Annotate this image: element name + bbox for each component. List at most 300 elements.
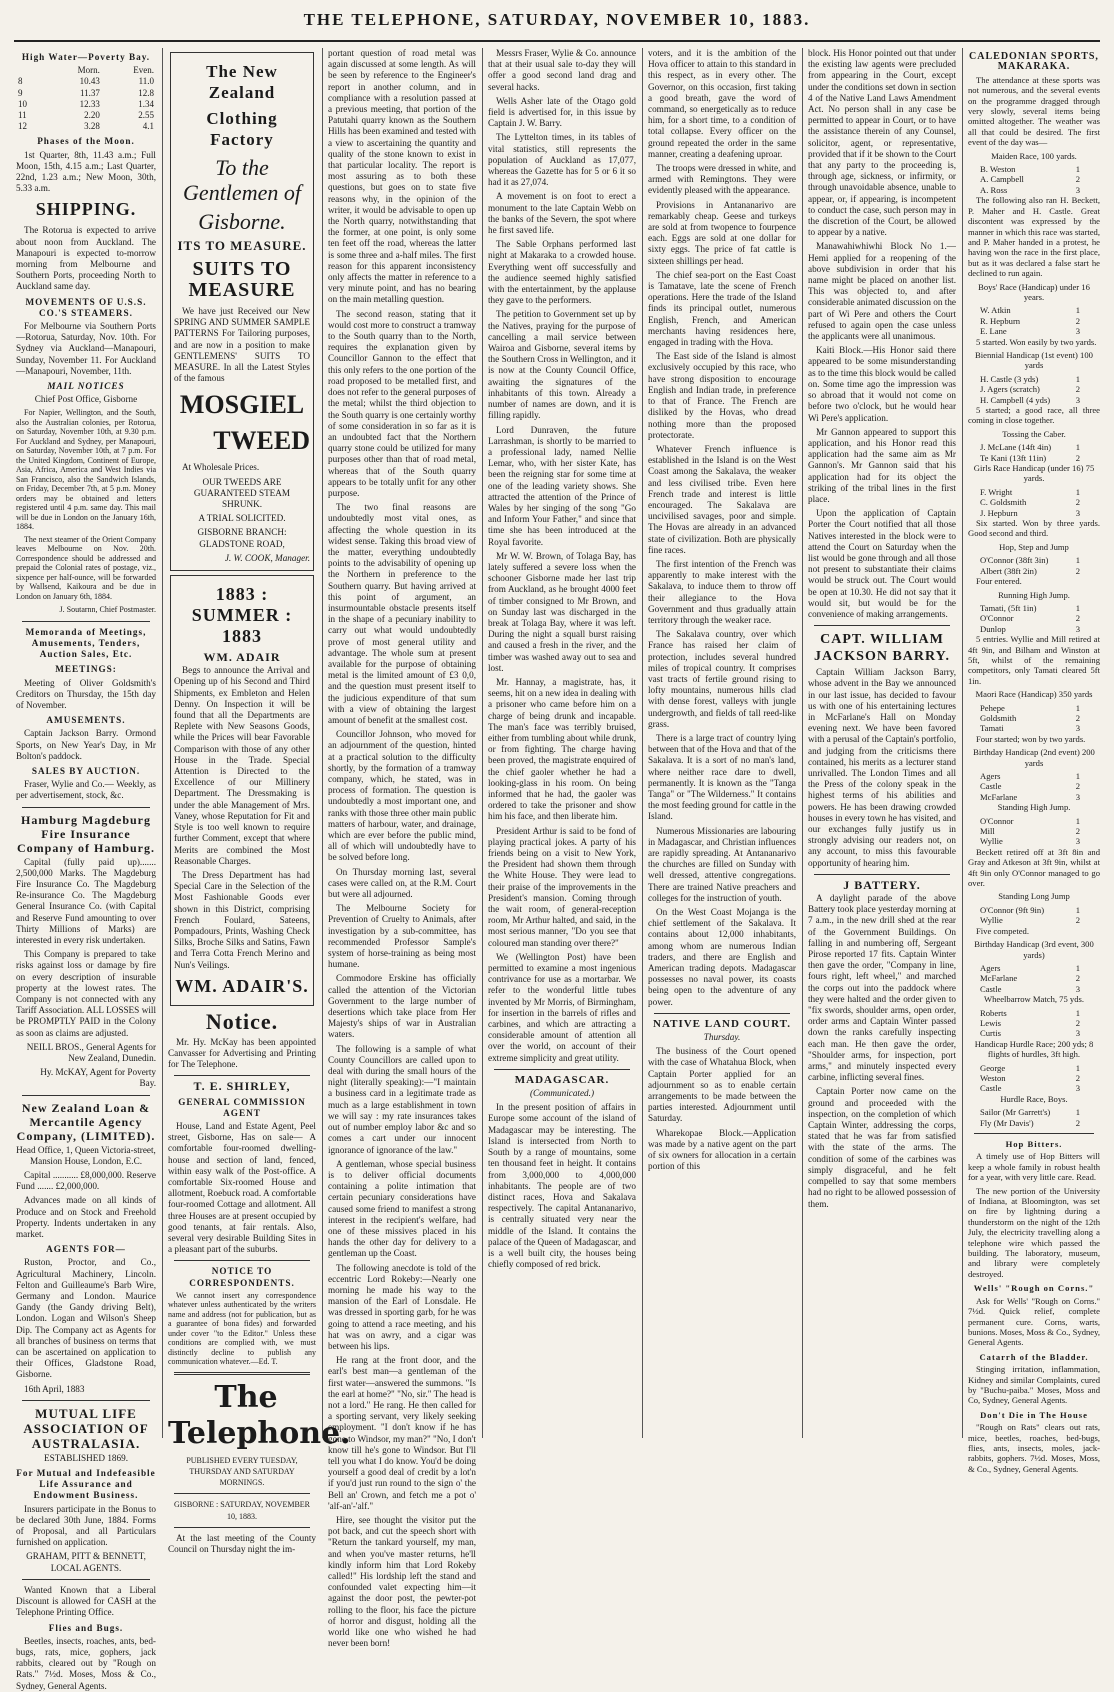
movements-text: For Melbourne via Southern Ports—Rotorua, Saturday, Nov. 10th. For Sydney via Auckland—Manapouri, Sunday, November 11. For Auckland—Manapouri, November, 11th. (16, 321, 156, 376)
runner-place: 1 (1075, 164, 1080, 175)
race-placing (980, 723, 1100, 733)
hamburg-sign-1: NEILL BROS., General Agents for New Zealand, Dunedin. (26, 1041, 156, 1063)
university-text: The new portion of the University of Indiana, at Bloomington, was set on fire by lightning during a thunderstorm on the night of the 12th July, the electricity travelling along a telephone wire which passed the building. The laboratory, museum, and library were completely destroyed. (968, 1185, 1100, 1279)
nzloan-text: Advances made on all kinds of Produce and on Stock and Freehold Property. Indents undertaken in any market. (16, 1195, 156, 1240)
column-rule (962, 48, 963, 1438)
runner-place: 3 (1075, 1028, 1080, 1039)
runner-name: Castle (980, 983, 1002, 994)
runner-place: 2 (1075, 1117, 1080, 1128)
notice-text: Mr. Hy. McKay has been appointed Canvasser for Advertising and Printing for The Telephone. (168, 1036, 316, 1070)
race-title: Girls Race Handicap (under 16) 75 yards. (973, 463, 1095, 484)
runner-place: 3 (1075, 184, 1080, 195)
race-placings (980, 164, 1100, 195)
runner-name: Tamati, (5ft 1in) (980, 602, 1037, 613)
race-placing (980, 508, 1100, 518)
runner-place: 2 (1075, 826, 1080, 837)
article-paragraph: Whatever French influence is established in the Island is on the West Coast among the Sakalava, the weaker and less civilised tribe. Even here French trade and interest is little encouraged. The Sakalava are uncivilised savages, poor and simple. The Hovas are already in an advanced state of civilization. Both are physically fine races. (648, 443, 796, 555)
runner-name: E. Lane (980, 326, 1007, 337)
runner-place: 2 (1075, 384, 1080, 395)
runner-name: Tamati (980, 723, 1004, 734)
race-placing (980, 487, 1100, 497)
race-placing (980, 613, 1100, 623)
race-placing (980, 703, 1100, 713)
race-placing (980, 963, 1100, 973)
race-placings (980, 703, 1100, 734)
race-placing (980, 984, 1100, 994)
runner-name: O'Connor (980, 613, 1014, 624)
runner-name: J. McLane (14ft 4in) (980, 442, 1052, 453)
race-note: 5 entries. Wyllie and Mill retired at 4ft 9in, and Bilham and Winston at 5ft, whilst of the remaining competitors, only Tamati cleared 5ft 1in. (968, 634, 1100, 686)
land-court-title: NATIVE LAND COURT. (653, 1017, 791, 1030)
article-paragraph: The Sable Orphans performed last night at Makaraka to a crowded house. Everything went off successfully and the audience seemed highly satisfied with the entertainment, by the applause they gave to the performers. (488, 239, 636, 306)
land-court-text: The business of the Court opened with the case of Whatahua Block, when Captain Porter applied for an adjournment so as to enable certain arrangements to be made between the parties interested. Adjournment until Saturday. (648, 1046, 796, 1124)
race-placing (980, 973, 1100, 983)
madagascar-text: In the present position of affairs in Europe some account of the island of Madagascar may be interesting. The Island is intersected from North to South by a range of mountains, some ten thousand feet in height. It contains from 3,000,000 to 4,000,000 inhabitants. The people are of two distinct races, Hova and Sakalava respectively. The capital Antananarivo, is centrally situated very near the middle of the Island. It contains the palace of the Queen of Madagascar, and is a well built city, the houses being chiefly composed of red brick. (488, 1102, 636, 1270)
article-paragraph: Upon the application of Captain Porter the Court notified that all those Natives interested in the block were to attend the Court on Saturday when the list would be gone through and all those not present to substantiate their claims would be struck out. The Court would be open at 10.30. He did not say that it would sit, but would be for the convenience of making arrangements. (808, 508, 956, 619)
runner-place: 2 (1075, 973, 1080, 984)
tide-morn: 2.20 (84, 110, 100, 121)
tide-day: 8 (18, 76, 23, 87)
race-placing (980, 305, 1100, 315)
race-note: Four started; won by two yards. (976, 733, 1086, 744)
race-placings (980, 487, 1100, 518)
runner-place: 3 (1075, 326, 1080, 337)
barry-title: CAPT. WILLIAM JACKSON BARRY. (814, 632, 950, 665)
wholesale: At Wholesale Prices. (182, 462, 260, 473)
divider (814, 874, 950, 875)
divider (654, 1013, 790, 1014)
race-placing (980, 1107, 1100, 1117)
script-line-2: Gisborne. (198, 209, 286, 234)
adairs: WM. ADAIR'S. (175, 975, 309, 996)
article-paragraph: Kaiti Block.—His Honor said there appeared to be some misunderstanding as to the time this block would be called on. Some time ago the impression was so abroad that it would not come on before two o'clock, but he would hear Wi Pere's application. (808, 345, 956, 423)
column-rule (482, 48, 483, 1438)
hop-title: Hop Bitters. (1005, 1139, 1063, 1149)
runner-place: 1 (1075, 486, 1080, 497)
race-placing (980, 603, 1100, 613)
article-paragraph: The Lyttelton times, in its tables of vital statistics, still represents the population of Auckland as 17,077, whereas the Gazette has for 5 or 6 it so had it as 27,074. (488, 132, 636, 188)
clothing-text: We have just Received our New SPRING AND SUMMER SAMPLE PATTERNS For Tailoring purposes, and are now in a position to make GENTLEMENS' SUITS TO MEASURE. In all the Latest Styles of the famous (174, 306, 310, 384)
article-paragraph: The following is a sample of what County Councillors are called upon to deal with during the small hours of the night (literally speaking):—"I maintain a business card in a legitimate trade as much as a large establishment in town we will say : my rate insurances takes out of number employ labor &c and so comes a cart under our innocent ignorance of ignorance of the law." (328, 1043, 476, 1155)
adair-title: WM. ADAIR (203, 650, 281, 665)
tide-row (16, 121, 156, 132)
runner-name: Agers (980, 962, 1001, 973)
runner-place: 2 (1075, 613, 1080, 624)
race-note: 5 started; a good race, all three coming in close together. (968, 405, 1100, 426)
runner-name: Castle (980, 781, 1002, 792)
runner-place: 1 (1075, 1062, 1080, 1073)
tide-title: High Water—Poverty Bay. (21, 52, 151, 62)
hamburg-title: Hamburg Magdeburg Fire Insurance Company of Hamburg. (16, 812, 155, 855)
agents-text: Ruston, Proctor, and Co., Agricultural Machinery, Lincoln. Felton and Guilleaume's Barb Wire, Germany and London. Maurice Gandy (the Gandy driving Belt), London. Logan and Wilson's Sheep Dip. The Company act as Agents for all branches of business on terms that can be ascertained on application to their Offices, Gladstone Road, Gisborne. (16, 1257, 156, 1380)
race-title: Standing High Jump. (997, 802, 1071, 813)
article-paragraph: Hire, see thought the visitor put the pot back, and cut the speech short with "Return the tankard yourself, my man, and when you've master returns, he'll kindly inform him that Lord Rokeby called!" His lordship left the stand and confounded valet expecting him—it against the door post, the pewter-pot rolling to the floor, his face the picture of horror and disgust, holding all the world like one who wished he had never been born! (328, 1515, 476, 1649)
article-paragraph: Commodore Erskine has officially called the attention of the Victorian Government to the large number of desertions which take place from Her Majesty's ships of war in Australian waters. (328, 973, 476, 1040)
its-to-measure: ITS TO MEASURE. (177, 238, 307, 253)
column-rule (802, 48, 803, 1438)
column-rule (642, 48, 643, 1438)
masthead: THE TELEPHONE, SATURDAY, NOVEMBER 10, 1883. (303, 10, 811, 29)
divider (22, 1095, 150, 1096)
column-rule (322, 48, 323, 1438)
divider (174, 1372, 310, 1375)
hamburg-sign-2: Hy. McKAY, Agent for Poverty Bay. (40, 1067, 156, 1089)
runner-name: O'Connor (980, 815, 1014, 826)
runner-name: Te Kani (13ft 11in) (980, 452, 1047, 463)
article-paragraph: Numerous Missionaries are labouring in Madagascar, and Christian influences are rapidly spreading. At Antananarivo the churches are filled on Sunday with well dressed, attentive congregations. There are trained Native preachers and colleges for the instruction of youth. (648, 825, 796, 903)
runner-place: 1 (1075, 904, 1080, 915)
race-placing (980, 1118, 1100, 1128)
runner-place: 3 (1075, 836, 1080, 847)
race-placing (980, 453, 1100, 463)
manager: J. W. COOK, Manager. (224, 552, 310, 563)
race-placings (980, 905, 1100, 926)
article-paragraph: A movement is on foot to erect a monument to the late Captain Webb on the banks of the Severn, the spot where he first saved life. (488, 191, 636, 236)
mutual-sub: For Mutual and Indefeasible Life Assurance and Endowment Business. (16, 1468, 156, 1501)
article-paragraph: Wells Asher late of the Otago gold field is advertised for, in this issue by Captain J. W. Barry. (488, 95, 636, 129)
tide-row (16, 88, 156, 99)
runner-name: McFarlane (980, 791, 1018, 802)
column-rule (162, 48, 163, 1438)
runner-place: 3 (1075, 623, 1080, 634)
runner-name: O'Connor (9ft 9in) (980, 904, 1045, 915)
race-placing (980, 566, 1100, 576)
race-note: Four entered. (976, 576, 1022, 587)
tide-row (16, 99, 156, 110)
race-placing (980, 771, 1100, 781)
correspondents-text: We cannot insert any correspondence whatever unless authenticated by the writers name and address (not for publication, but as a guarantee of bona fides) and forwarded under cover "to the Editor." Unless these conditions are complied with, we must distinctly decline to publish any communication whatever.—Ed. T. (168, 1290, 316, 1367)
house-text: "Rough on Rats" clears out rats, mice, beetles, roaches, bed-bugs, flies, ants, insects, moles, jack-rabbits, gophers. 7½d. Moses, Moss, & Co., Sydney, General Agents. (968, 1422, 1100, 1474)
article-paragraph: Mr W. W. Brown, of Tolaga Bay, has lately suffered a severe loss when the schooner Gisborne made her last trip from Auckland, as he brought 4000 feet of timber consigned to Mr Brown, and on Sunday last was discharged in the break at Tolaga Bay, where it was left. During the night a squall burst raising and caused a fresh in the river, and the timber was washed away out to sea and lost. (488, 550, 636, 673)
runner-name: Castle (980, 1083, 1002, 1094)
bladder-title: Catarrh of the Bladder. (979, 1351, 1089, 1362)
tide-morn: 10.43 (79, 76, 100, 87)
clothing-title-1: The New Zealand (206, 62, 278, 102)
divider (174, 1493, 310, 1494)
nzloan-office: Head Office, 1, Queen Victoria-street, Mansion House, London, E.C. (16, 1144, 156, 1166)
divider (974, 1133, 1094, 1134)
runner-name: F. Wright (980, 486, 1013, 497)
article-paragraph: The two final reasons are undoubtedly most vital ones, as affecting the whole question in its widest sense. Taking this broad view of the matter, everything undoubtedly points to the advisability of opening up the Northern in preference to the Southern quarry. But having arrived at this point of argument, an insurmountable obstacle presents itself in the shape of a pecuniary inability to carry out what would undoubtedly prove of most general utility and advantage. The whole sum at present available for the purpose of obtaining metal is the limited amount of £3 0,0, and the question must present itself to the judicious expenditure of that sum with a view of obtaining the largest amount of benefit at the smallest cost. (328, 502, 476, 725)
race-note: 5 started. Won easily by two yards. (976, 336, 1097, 347)
race-placing (980, 1083, 1100, 1093)
article-paragraph: We (Wellington Post) have been permitted to examine a most ingenious contrivance for use as a mortarbar. We refer to the wonderful little tubes invented by Mr Morris, of Birmingham, for insertion in the barrels of rifles and carbines, and which are attracting a considerable amount of attention all over the world, on account of their extreme simplicity and great utility. (488, 951, 636, 1063)
race-placing (980, 792, 1100, 802)
battery-text-2: Captain Porter now came on the ground and proceeded with the inspection, on the completion of which Captain Winter, addressing the corps, stated that he was far from satisfied with the state of the arms. The condition of some of the carbines was simply disgraceful, and he felt compelled to say that some members had no right to be allowed possession of them. (808, 1086, 956, 1209)
runner-name: R. Hepburn (980, 315, 1021, 326)
house-title: Don't Die in The House (980, 1409, 1088, 1420)
race-placings (980, 816, 1100, 847)
race-placing (980, 497, 1100, 507)
notice-title: Notice. (205, 1008, 279, 1034)
race-title: Tossing the Caber. (1002, 428, 1066, 439)
article-paragraph: voters, and it is the ambition of the Hova officer to attain to this standard in this respect, as in every other. The Governor, on this occasion, first taking a good breath, gave the word of command, so energetically as to reduce him, for a short time, to a condition of total collapse. Every officer on the ground repeated the order in the same manner, creating a deafening uproar. (648, 48, 796, 159)
race-placings (980, 442, 1100, 463)
tide-table (16, 65, 156, 132)
divider (814, 625, 950, 626)
mutual-title: MUTUAL LIFE ASSOCIATION OF AUSTRALASIA. (23, 1405, 149, 1451)
article-paragraph: Lord Dunraven, the future Larrashman, is shortly to be married to a professional lady, named Nellie Lemar, who, with her sister Kate, has been the reigning star for some time at one of the leading variety shows. She attracted the attention of the Prince of Wales by her singing of the song "Go and Inform Your Father," and since that time she has been introduced at the Royal favorite. (488, 424, 636, 547)
correspondents-title: NOTICE TO CORRESPONDENTS. (189, 1266, 295, 1288)
tide-header: Morn. (77, 65, 100, 76)
tide-row (16, 110, 156, 121)
hop-text: A timely use of Hop Bitters will keep a whole family in robust health for a year, with very little care. Read. (968, 1151, 1100, 1183)
clothing-factory-ad (170, 52, 314, 571)
bladder-text: Stinging irritation, inflammation, Kidney and similar Complaints, cured by "Buchu-paiba." Moses, Moss and Co, Sydney, General Agents. (968, 1364, 1100, 1406)
column-7 (968, 48, 1100, 1474)
flies-title: Flies and Bugs. (48, 1622, 124, 1633)
race-placing (980, 1063, 1100, 1073)
runner-name: J. Hepburn (980, 507, 1018, 518)
madagascar-sub: (Communicated.) (529, 1088, 595, 1099)
article-paragraph: The East side of the Island is almost exclusively occupied by this race, who have strong disposition to encourage English and Indian trade, in preference to that of France. The French are disliked by the Hovas, who dread nothing more than the proposed protectorate. (648, 351, 796, 440)
race-title: Hop, Step and Jump (999, 541, 1069, 552)
article-paragraph: The first intention of the French was apparently to make interest with the Sakalava, to induce them to throw off their allegiance to the Hova Government and thus gradually attain territory through the weaker race. (648, 558, 796, 625)
race-placing (980, 442, 1100, 452)
barry-text: Captain William Jackson Barry, whose advent in the Bay we announced in our last issue, has decided to favour us with one of his entertaining lectures in McFarlane's Hall on Monday evening next. We have been favored with a perusal of the Captain's portfolio, and judging from the criticisms there contained, his merits as a lecturer stand unrivalled. The London Times and all the Press of the colony speak in the highest terms of his abilities and powers. He has been drawing crowded houses in every town he has visited, and our exchanges fully justify us in strongly advising our readers not, on any account, to miss this favourable opportunity of hearing him. (808, 667, 956, 868)
shirley-name: T. E. SHIRLEY, (193, 1079, 291, 1094)
runner-name: Wyllie (980, 836, 1003, 847)
runner-name: Curtis (980, 1028, 1002, 1039)
race-title: Boys' Race (Handicap) under 16 years. (978, 281, 1090, 302)
divider (22, 1400, 150, 1401)
tide-day: 9 (18, 87, 23, 98)
race-placing (980, 781, 1100, 791)
race-title: Handicap Hurdle Race; 200 yds; 8 flights of hurdles, 3ft high. (974, 1038, 1094, 1060)
script-line-1: To the Gentlemen of (183, 155, 301, 205)
telephone-date: GISBORNE : SATURDAY, NOVEMBER 10, 1883. (173, 1500, 311, 1521)
article-paragraph: The chief sea-port on the East Coast is Tamatave, late the scene of French operations. Here the trade of the Island finds its principal outlet, numerous English, French, and American merchants having residences here, engaged in trading with the Hova. (648, 269, 796, 348)
moon-title: Phases of the Moon. (37, 136, 135, 147)
article-paragraph: A gentleman, whose special business is to deliver official documents containing a polite intimation that certain pecuniary considerations have caused some friend to manifest a strong interest in the recipient's welfare, had one of these missives placed in his hands the other day for delivery to a gentleman up the Coast. (328, 1158, 476, 1259)
article-paragraph: Manawahiwhiwhi Block No 1.—Hemi applied for a reopening of the above subdivision in order that his name might be placed on another list. This was objected to, and after considerable animated discussion on the part of Wi Pere and others the Court refused to again open the case unless the applicants were all unanimous. (808, 241, 956, 342)
article-paragraph: On Thursday morning last, several cases were called on, at the R.M. Court but were all adjourned. (328, 866, 476, 900)
runner-place: 2 (1075, 452, 1080, 463)
article-paragraph: Mr. Hannay, a magistrate, has, it seems, hit on a new idea in dealing with a prisoner who came before him on a charge of being drunk and incapable. The man's face was terribly bruised, either from tumbling about while drunk, or from fighting. The charge having been proved, the magistrate enquired of the chief gaoler whether he had a looking-glass in his room. On being informed that he had, the gaoler was ordered to take the prisoner and show him his face, and then liberate him. (488, 676, 636, 822)
runner-name: H. Campbell (4 yds) (980, 394, 1051, 405)
tide-morn: 12.33 (79, 98, 100, 109)
runner-name: C. Goldsmith (980, 497, 1027, 508)
moon-text: 1st Quarter, 8th, 11.43 a.m.; Full Moon, 15th, 4.15 a.m.; Last Quarter, 22nd, 1.23 a.m.; New Moon, 30th, 5.33 a.m. (16, 149, 156, 194)
hamburg-text: Capital (fully paid up)....... 2,500,000 Marks. The Magdeburg Fire Insurance Co. The Magdeburg Re-insurance Co. The Magdeburg General Insurance Co. (with Capital and Reserve Fund amounting to over Thirty Millions of Marks) are interested in every risk undertaken. (16, 856, 156, 945)
runner-name: Weston (980, 1072, 1006, 1083)
article-paragraph: The following anecdote is told of the eccentric Lord Rokeby:—Nearly one morning he made his way to the mansion of the Earl of Lonsdale. He was dressed in sporting garb, for he was going to attend a race meeting, and his hat was on awry, and a cigar was between his lips. (328, 1262, 476, 1351)
madagascar-title: MADAGASCAR. (514, 1073, 610, 1086)
race-placings (980, 1008, 1100, 1039)
mutual-est: ESTABLISHED 1869. (44, 1452, 128, 1463)
runner-place: 2 (1075, 497, 1080, 508)
runner-place: 3 (1075, 983, 1080, 994)
runner-place: 1 (1075, 1107, 1080, 1118)
article-paragraph: Mr Gannon appeared to support this application, and his Honor read this application had the same aim as Mr Gannon's. Mr Gannon said that his application had for its object the striking of the tribal lines in the first place. (808, 426, 956, 504)
telephone-sub: PUBLISHED EVERY TUESDAY, THURSDAY AND SATURDAY MORNINGS. (186, 1455, 298, 1488)
article-paragraph: The troops were dressed in white, and armed with Remingtons. They were evidently pleased with the appearance. (648, 163, 796, 196)
race-title: Running High Jump. (998, 589, 1070, 600)
tide-day: 10 (18, 98, 27, 109)
runner-place: 1 (1075, 815, 1080, 826)
runner-place: 2 (1075, 565, 1080, 576)
runner-place: 1 (1075, 962, 1080, 973)
meetings-title: MEETINGS: (55, 664, 117, 675)
mail-title: MAIL NOTICES (47, 381, 125, 392)
runner-name: Agers (980, 771, 1001, 781)
tide-even: 4.1 (142, 121, 154, 132)
runner-name: H. Castle (3 yds) (980, 373, 1039, 384)
tide-morn: 3.28 (84, 121, 100, 132)
mosgiel: MOSGIEL (179, 390, 305, 420)
race-placing (980, 826, 1100, 836)
race-placing (980, 1073, 1100, 1083)
sales-title: SALES BY AUCTION. (31, 765, 141, 776)
tide-header: Even. (133, 65, 154, 76)
race-placings (980, 771, 1100, 802)
article-paragraph: President Arthur is said to be fond of playing practical jokes. A party of his friends being on a visit to New York, the President had shown them through the White House. They were lead to their praise of the improvements in the President's mansion. Coming through the wait room, of general-reception room, Mr Arthur halted, and said, in the most serious manner, "Do you see that coloured man standing over there?" (488, 825, 636, 948)
race-placing (980, 915, 1100, 925)
guarantee: OUR TWEEDS ARE GUARANTEED STEAM SHRUNK. (193, 476, 291, 510)
runner-place: 1 (1075, 771, 1080, 781)
battery-title: J BATTERY. (843, 877, 921, 892)
race-placing (980, 713, 1100, 723)
article-paragraph: block. His Honor pointed out that under the existing law agents were precluded from appearing in the Court, except under the conditions set down in section 4 of the Native Land Laws Amendment Act. No person shall in any case be permitted to appear in Court, or to have the assistance therein of any Counsel, solicitor, agent, or representative, provided that if it be shown to the Court that any party to the proceeding is, through age, sickness, or infirmity, or through unavoidable absence, unable to appear, or, if appearing, is incompetent to conduct the case, such person may in the discretion of the Court, be allowed to appear by a native. (808, 48, 956, 238)
race-placing (980, 384, 1100, 394)
race-placings (980, 1063, 1100, 1094)
race-placing (980, 905, 1100, 915)
runner-place: 3 (1075, 507, 1080, 518)
flies-text: Beetles, insects, roaches, ants, bed-bugs, rats, mice, gophers, jack rabbits, cleared out by "Rough on Rats." 7½d. Moses, Moss & Co., Sydney, General Agents. (16, 1635, 156, 1691)
mutual-text: Insurers participate in the Bonus to be declared 30th June, 1884. Forms of Proposal, and all Particulars furnished on application. (16, 1503, 156, 1548)
race-title: Wheelbarrow Match, 75 yds. (984, 994, 1084, 1005)
runner-name: Albert (38ft 2in) (980, 565, 1037, 576)
column-4 (488, 48, 636, 1438)
agents-title: AGENTS FOR— (46, 1244, 126, 1255)
sports-intro: The attendance at these sports was not numerous, and the several events on the programme dragged through very slowly, several items being omitted altogether. The weather was all that could be desired. The first event of the day was— (968, 74, 1100, 148)
branch: GISBORNE BRANCH: GLADSTONE ROAD, (197, 527, 287, 549)
runner-place: 1 (1075, 555, 1080, 566)
adair-ad (170, 575, 314, 1006)
race-placings (980, 963, 1100, 994)
mail-text-2: The next steamer of the Orient Company leaves Melbourne on Nov. 20th. Correspondence should be addressed and prepaid the Colonial rates of postage, viz., sixpence per half-ounce, will be forwarded by Wallsend, Kaikoura and be due in London on January 6th, 1884. (16, 534, 156, 601)
runner-name: McFarlane (980, 973, 1018, 984)
graham: GRAHAM, PITT & BENNETT, LOCAL AGENTS. (26, 1551, 146, 1573)
race-note: Five competed. (976, 925, 1029, 936)
runner-place: 1 (1075, 1007, 1080, 1018)
runner-place: 1 (1075, 373, 1080, 384)
tide-even: 11.0 (138, 76, 154, 87)
runner-name: Roberts (980, 1007, 1007, 1018)
article-paragraph: Provisions in Antananarivo are remarkably cheap. Geese and turkeys are sold at from twopence to fourpence each. Eggs are sold at one dollar for sixty eggs. The price of fat cattle is sixteen shillings per head. (648, 199, 796, 266)
race-placings (980, 1107, 1100, 1128)
nzloan-title: New Zealand Loan & Mercantile Agency Company, (LIMITED). (16, 1100, 156, 1143)
runner-place: 2 (1075, 712, 1080, 723)
telephone-title: The Telephone. (168, 1379, 351, 1451)
runner-name: Sailor (Mr Garrett's) (980, 1107, 1051, 1118)
column-3 (328, 48, 476, 1649)
adair-text: Begs to announce the Arrival and Opening up of his Second and Third Shipments, ex Embleton and Helen Denny. On Inspection it will be found that all the Departments are Replete with New Seasons Goods, while the Prices will bear Favorable Comparison with those of any other House in the Trade. Special Attention is Directed to the Excellence of our Millinery Department. The Dressmaking is under the able Management of Mrs. Vaney, whose Reputation for Fit and Style is too well known to require further Comment, except that where Merits are combined the Most Reasonable Charges. (174, 665, 310, 866)
summer-banner: 1883 : SUMMER : 1883 (191, 584, 293, 647)
race-title: Maori Race (Handicap) 350 yards (975, 689, 1093, 700)
runner-name: B. Weston (980, 164, 1016, 175)
agents-date: 16th April, 1883 (24, 1383, 85, 1394)
runner-name: W. Atkin (980, 305, 1011, 316)
column-5 (648, 48, 796, 1438)
race-title: Birthday Handicap (2nd event) 200 yards (973, 747, 1095, 768)
column-6 (808, 48, 956, 1438)
runner-place: 2 (1075, 315, 1080, 326)
memo-title: Memoranda of Meetings, Amusements, Tenders, Auction Sales, Etc. (25, 626, 147, 660)
battery-text: A daylight parade of the above Battery took place yesterday morning at 7 a.m., in the new drill shed at the rear of the Government Buildings. On falling in and numbering off, Sergeant Pirose reported 17 fits. Captain Winter then gave the order, "Company in line, fours right, left wheel," and marched the corps out into the paddock where they were halted and the order given to "fix swords, shoulder arms, open order, order arms and Captain Winter passed down the ranks carefully inspecting each man. He then gave the order, "Shoulder arms, for inspection, port arms," and minutely inspected every carbine, inflicting several fines. (808, 893, 956, 1083)
article-paragraph: The second reason, stating that it would cost more to construct a tramway to the South quarry than to the North, requires the explanation given by Councillor Gannon to the effect that this only refers to the one portion of the road proposed to be metalled first, and does not refer to the general purposes of the metal; whilst the third objection to the South quarry is one certainly worthy of some consideration in so far as it is an undoubted fact that the Northern quarry stone could be utilized for many purposes other than that of road metal, whereas that of the South quarry appears to be totally unfit for any other purpose. (328, 308, 476, 498)
tide-even: 12.8 (138, 87, 154, 98)
race-title: Hurdle Race, Boys. (1000, 1093, 1068, 1104)
race-placings (980, 555, 1100, 576)
race-placing (980, 174, 1100, 184)
amusements-title: AMUSEMENTS. (46, 715, 126, 726)
clothing-title-2: Clothing Factory (206, 109, 278, 149)
race-title: Maiden Race, 100 yards. (991, 150, 1077, 161)
runner-name: J. Agers (scratch) (980, 384, 1040, 395)
article-paragraph: Councillor Johnson, who moved for an adjournment of the question, hinted at a practical solution to the difficulty shortly, by the formation of a tramway company, which, he stated, was in process of formation. The question is undoubtedly a most important one, and ranks with those three other main public matters of harbour, water, and drainage, which are ever before the public mind, all of which will undoubtedly have to be solved before long. (328, 729, 476, 863)
runner-name: Dunlop (980, 623, 1006, 634)
race-note: The following also ran H. Beckett, P. Maher and H. Castle. Great discontent was expressed by the manner in which this race was started, and P. Maher handed in a protest, he having won the race in the first place, but as it was declared a false start he declined to run again. (968, 195, 1100, 279)
runner-name: O'Connor (38ft 3in) (980, 555, 1049, 566)
race-title: Standing Long Jump (998, 891, 1070, 902)
land-court-text-2: Wharekopae Block.—Application was made by a native agent on the part of six owners for allocation in a certain portion of this (648, 1127, 796, 1172)
divider (22, 1579, 150, 1580)
runner-place: 2 (1075, 1072, 1080, 1083)
race-placing (980, 326, 1100, 336)
runner-place: 2 (1075, 1017, 1080, 1028)
race-note: Six started. Won by three yards. Good second and third. (968, 518, 1100, 539)
article-paragraph: The Melbourne Society for Prevention of Cruelty to Animals, after investigation by a sub-committee, has recommended Professor Sample's system of horse-training as being most humane. (328, 903, 476, 970)
race-placings (980, 374, 1100, 405)
divider (174, 1075, 310, 1076)
shirley-sub: GENERAL COMMISSION AGENT (178, 1096, 306, 1118)
runner-name: A. Ross (980, 184, 1008, 195)
adair-text-2: The Dress Department has had Special Care in the Selection of the Most Fashionable Goods ever shown in this District, comprising French Foulard, Sateens, Pompadours, Prints, Washing Check Silks, Broche Silks and Satins, Fawn and Terra Cotta French Merino and Nun's Veilings. (174, 869, 310, 970)
runner-name: Lewis (980, 1017, 1002, 1028)
runner-name: Wyllie (980, 915, 1003, 926)
race-placing (980, 1018, 1100, 1028)
runner-place: 2 (1075, 915, 1080, 926)
race-placing (980, 316, 1100, 326)
wanted: Wanted Known that a Liberal Discount is allowed for CASH at the Telephone Printing Office. (16, 1584, 156, 1618)
amusements-text: Captain Jackson Barry. Ormond Sports, on New Year's Day, in Mr Bolton's paddock. (16, 728, 156, 761)
divider (174, 1527, 310, 1528)
runner-place: 1 (1075, 702, 1080, 713)
tide-row (16, 76, 156, 87)
runner-place: 2 (1075, 174, 1080, 185)
meetings-text: Meeting of Oliver Goldsmith's Creditors on Thursday, the 15th day of November. (16, 677, 156, 710)
nzloan-capital: Capital ........... £8,000,000. Reserve Fund ....... £2,000,000. (16, 1170, 156, 1192)
runner-place: 3 (1075, 791, 1080, 802)
shipping-text: The Rotorua is expected to arrive about noon from Auckland. The Manapouri is expected to-morrow morning from Melbourne and Southern Ports, proceeding North to Auckland same day. (16, 225, 156, 292)
movements-title: MOVEMENTS OF U.S.S. CO.'S STEAMERS. (25, 296, 147, 318)
article-paragraph: He rang at the front door, and the earl's best man—a gentleman of the first water—answered the summons. "Is the earl at home?" "No, sir." The head is not a lord." He rang. He then called for a sporting servant, very likely seeking employment. "I don't know if he has gone to Windsor, my man?" "No, I don't know till he's gone to Windsor. But I'll tell you what I do know. You'd be doing yourself a good deal of credit by a lot'n if you'd just run round to the sign o' the Bell an' Crown, and fetch me a pot o' 'alf-an'-'alf." (328, 1355, 476, 1511)
column-1 (16, 48, 156, 1691)
race-results (968, 151, 1100, 1128)
shirley-text: House, Land and Estate Agent, Peel street, Gisborne, Has on sale— A comfortable four-roomed dwelling-house and section of land, fenced, within easy walk of the Post-office. A comfortable Six-roomed House and allotment, Roebuck road. A comfortable four-roomed Cottage and allotment. All three Houses are at present occupied by good tenants, at fair rentals. Also, several very desirable Building Sites in a pleasant part of the suburbs. (168, 1120, 316, 1255)
hamburg-text-2: This Company is prepared to take risks against loss or damage by fire on every description of insurable property at the lowest rates. The Company is not connected with any Tariff Association. ALL LOSSES will be PROMPTLY PAID in the Colony as soon as claims are adjusted. (16, 949, 156, 1038)
race-title: Biennial Handicap (1st event) 100 yards (975, 349, 1093, 371)
tide-even: 1.34 (138, 98, 154, 109)
tide-header-row (16, 65, 156, 76)
race-placing (980, 836, 1100, 846)
masthead-rule (14, 40, 1100, 42)
rough-text: Ask for Wells' "Rough on Corns." 7½d. Quick relief, complete permanent cure. Corns, warts, bunions. Moses, Moss & Co., Sydney, General Agents. (968, 1295, 1100, 1348)
editorial-start: At the last meeting of the County Council on Thursday night the im- (168, 1532, 316, 1555)
tide-day: 11 (18, 110, 27, 121)
divider (22, 807, 150, 808)
